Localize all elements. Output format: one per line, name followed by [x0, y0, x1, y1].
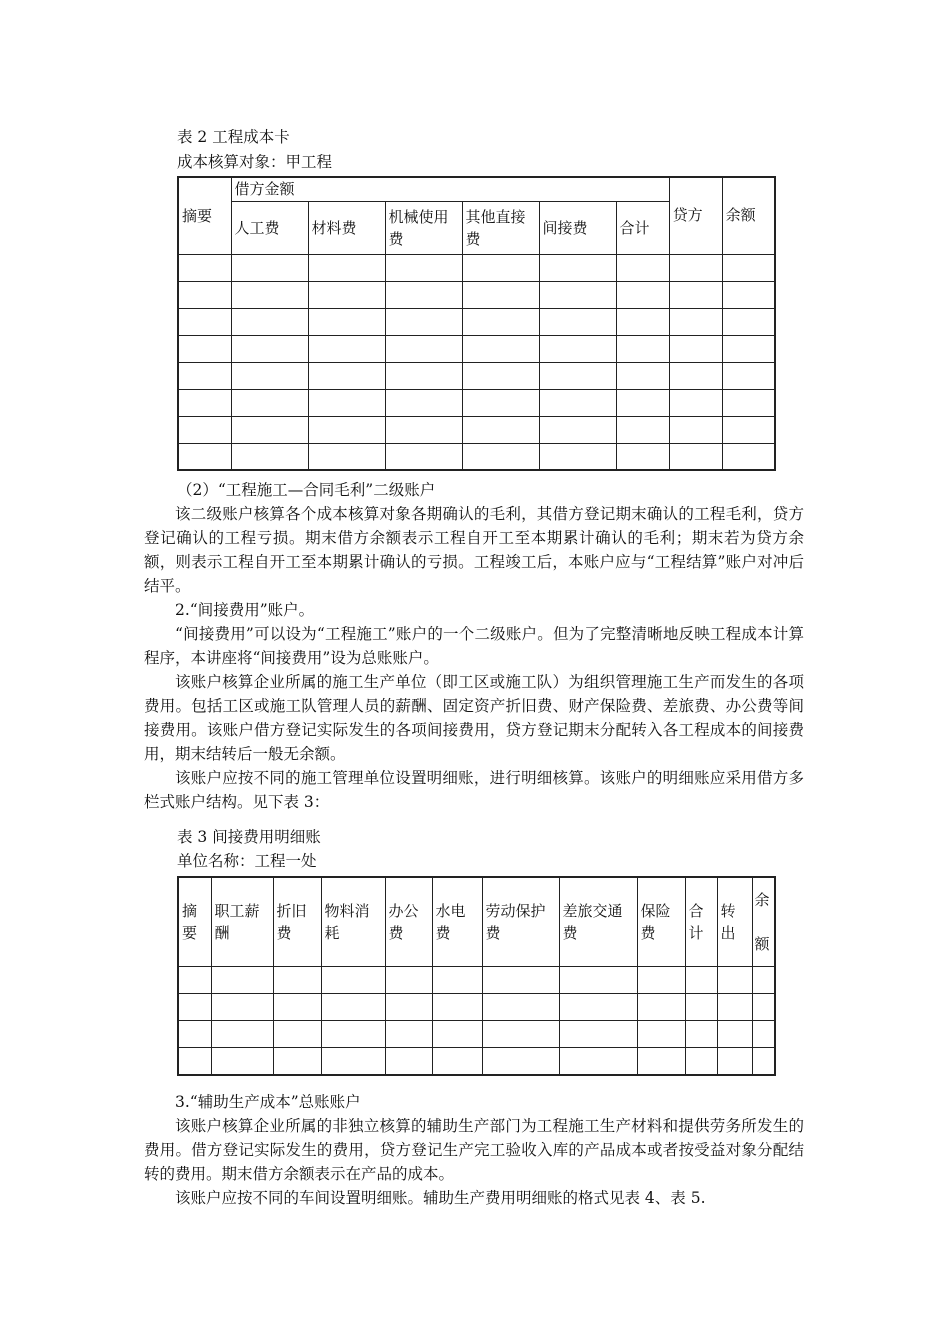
table-row [178, 1048, 775, 1075]
header-other-direct: 其他直接费 [462, 201, 539, 254]
section-3 [144, 1090, 804, 1210]
header-debit-group: 借方金额 [231, 177, 669, 201]
table-row [178, 254, 775, 281]
header-credit: 贷方 [669, 177, 722, 254]
header-insurance: 保险费 [637, 877, 685, 967]
header-transfer-out: 转出 [717, 877, 752, 967]
cost-card-table [177, 176, 776, 471]
table2-caption: 表 2 工程成本卡 [177, 128, 290, 146]
section-2-para1: “间接费用”可以设为“工程施工”账户的一个二级账户。但为了完整清晰地反映工程成本计算程序，本讲座将“间接费用”设为总账账户。 [144, 625, 804, 667]
header-machine: 机械使用费 [385, 201, 462, 254]
header-depreciation: 折旧费 [273, 877, 321, 967]
table-row [178, 362, 775, 389]
header-material: 材料费 [308, 201, 385, 254]
table-row [178, 994, 775, 1021]
header-summary: 摘要 [178, 877, 211, 967]
table3-unit-line: 单位名称：工程一处 [177, 852, 317, 870]
section-3-heading: 3.“辅助生产成本”总账账户 [175, 1093, 361, 1111]
table-row [178, 335, 775, 362]
section-2-heading: 2.“间接费用”账户。 [175, 601, 315, 619]
header-consumables: 物料消耗 [321, 877, 385, 967]
header-office: 办公费 [385, 877, 432, 967]
section-2-para2: 该账户核算企业所属的施工生产单位（即工区或施工队）为组织管理施工生产而发生的各项费用。包括工区或施工队管理人员的薪酬、固定资产折旧费、财产保险费、差旅费、办公费等间接费用。该账户借方登记实际发生的各项间接费用，贷方登记期末分配转入各工程成本的间接费用，期末结转后一般无余额。 [144, 673, 804, 763]
table-row [178, 967, 775, 994]
table-row [178, 1021, 775, 1048]
header-balance: 余额 [752, 877, 775, 967]
table-row [178, 416, 775, 443]
section-2-2-heading: （2）“工程施工—合同毛利”二级账户 [177, 481, 436, 499]
table2-object-line: 成本核算对象：甲工程 [177, 153, 333, 171]
header-travel: 差旅交通费 [559, 877, 637, 967]
header-balance: 余额 [722, 177, 775, 254]
section-3-para2: 该账户应按不同的车间设置明细账。辅助生产费用明细账的格式见表 4、表 5. [175, 1189, 706, 1207]
section-2-para3: 该账户应按不同的施工管理单位设置明细账，进行明细核算。该账户的明细账应采用借方多栏式账户结构。见下表 3： [144, 769, 804, 811]
header-summary: 摘要 [178, 177, 231, 254]
header-total: 合计 [685, 877, 717, 967]
section-2-2 [144, 478, 804, 814]
table3-caption: 表 3 间接费用明细账 [177, 828, 321, 846]
header-indirect: 间接费 [539, 201, 616, 254]
table-row [178, 308, 775, 335]
indirect-cost-table [177, 876, 776, 1076]
header-labor-protection: 劳动保护费 [482, 877, 559, 967]
table-row [178, 281, 775, 308]
section-3-para1: 该账户核算企业所属的非独立核算的辅助生产部门为工程施工生产材料和提供劳务所发生的费用。借方登记实际发生的费用，贷方登记生产完工验收入库的产品成本或者按受益对象分配结转的费用。期末借方余额表示在产品的成本。 [144, 1117, 804, 1183]
header-labor: 人工费 [231, 201, 308, 254]
table-row [178, 443, 775, 470]
header-utilities: 水电费 [432, 877, 482, 967]
header-salary: 职工薪酬 [211, 877, 273, 967]
table-row [178, 389, 775, 416]
header-total: 合计 [616, 201, 669, 254]
section-2-2-para: 该二级账户核算各个成本核算对象各期确认的毛利，其借方登记期末确认的工程毛利，贷方登记确认的工程亏损。期末借方余额表示工程自开工至本期累计确认的毛利；期末若为贷方余额，则表示工程自开工至本期累计确认的亏损。工程竣工后，本账户应与“工程结算”账户对冲后结平。 [144, 505, 804, 595]
